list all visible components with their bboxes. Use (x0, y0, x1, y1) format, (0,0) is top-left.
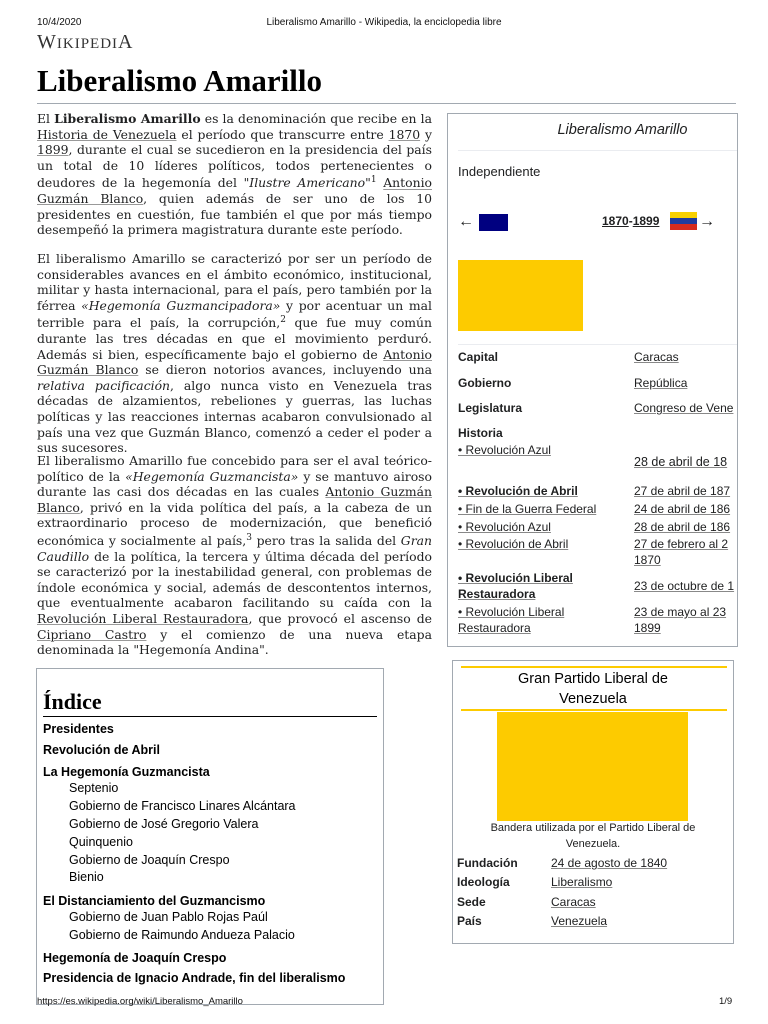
party-label-pais: País (457, 914, 482, 928)
toc-item[interactable]: Bienio (69, 870, 104, 884)
infobox-status: Independiente (458, 164, 541, 179)
infobox-divider (458, 344, 737, 345)
title-underline (37, 103, 736, 104)
history-date[interactable]: 28 de abril de 186 (634, 520, 731, 534)
history-event[interactable]: • Revolución Liberal Restauradora (458, 571, 573, 601)
history-event[interactable]: • Revolución Liberal Restauradora (458, 605, 565, 635)
party-value-ideologia[interactable]: Liberalismo (551, 875, 613, 889)
print-page-number: 1/9 (719, 996, 733, 1007)
toc-item[interactable]: Gobierno de José Gregorio Valera (69, 817, 259, 831)
row-value-gobierno[interactable]: República (634, 376, 688, 390)
history-date[interactable]: 23 de octubre de 1 (634, 579, 735, 593)
party-label-sede: Sede (457, 895, 486, 909)
infobox-years: 1870-1899 (602, 214, 660, 228)
toc-item[interactable]: Presidentes (43, 722, 114, 736)
toc-title: Índice (43, 689, 102, 714)
next-state-flag[interactable] (670, 212, 697, 230)
toc-item[interactable]: La Hegemonía Guzmancista (43, 765, 210, 779)
article-link[interactable]: 1870 (388, 126, 421, 142)
party-title-topline (461, 666, 727, 668)
history-date[interactable]: 27 de abril de 187 (634, 484, 731, 498)
history-event[interactable]: • Revolución Azul (458, 520, 551, 534)
article-link[interactable]: Revolución Liberal Restauradora (37, 611, 249, 627)
article-link[interactable]: Antonio Guzmán Blanco (37, 346, 432, 378)
body-text: de la política, la tercera y última década del período se caracterizó por la inestabilidad general, con problemas de índole económica y social, además de descontentos internos, que eventualmente acabaron facilitando su caída con la (37, 548, 432, 611)
body-text: El liberalismo Amarillo se caracterizó por ser un período de considerables avances en el ámbito económico, institucional, militar y hasta internacional, para el país, pero también por la férrea (37, 251, 432, 313)
italic-text: «Hegemonía Guzmancista» (125, 468, 299, 484)
body-text: El liberalismo Amarillo fue concebido para ser el aval teórico-político de la (37, 453, 432, 484)
body-text: pero tras la salida del (251, 533, 401, 549)
body-text: y se mantuvo airoso durante las casi dos décadas en las cuales (37, 468, 432, 500)
italic-text: «Hegemonía Guzmancipadora» (81, 297, 281, 313)
party-value-fundacion[interactable]: 24 de agosto de 1840 (551, 856, 668, 870)
history-event[interactable]: • Fin de la Guerra Federal (458, 502, 597, 516)
row-label-capital: Capital (458, 350, 499, 364)
body-text: , algo nunca visto en Venezuela tras décadas de alzamientos, rebeliones y guerras, las luchas políticas y las reacciones internas acabaron convulsionado al país una vez que Guzmán Blanco, comenzó a ceder el poder a sus sucesores. (37, 377, 432, 456)
row-label-historia: Historia (458, 426, 503, 440)
body-text: , que provocó el ascenso de (248, 611, 432, 627)
print-page-title: Liberalismo Amarillo - Wikipedia, la enciclopedia libre (266, 17, 502, 28)
reference-marker[interactable]: 3 (246, 532, 252, 543)
table-of-contents (36, 668, 384, 1005)
year-end-link[interactable]: 1899 (632, 214, 660, 228)
row-label-gobierno: Gobierno (458, 376, 512, 390)
party-label-ideologia: Ideología (457, 875, 510, 889)
toc-item[interactable]: Septenio (69, 781, 119, 795)
article-link[interactable]: Historia de Venezuela (37, 126, 177, 142)
toc-item[interactable]: Gobierno de Raimundo Andueza Palacio (69, 928, 295, 942)
body-text: , durante el cual se sucedieron en la presidencia del país un total de 10 líderes políticos, todos pertenecientes o deudores de la hegemonía del (37, 142, 432, 191)
article-link[interactable]: 1899 (37, 142, 69, 158)
italic-text: Gran Caudillo (37, 533, 432, 564)
party-value-pais[interactable]: Venezuela (551, 914, 608, 928)
body-text: , privó en la vida política del país, a la cabeza de un extraordinario proceso de modernización, que benefició económica y socialmente al país, (37, 499, 432, 549)
history-date[interactable]: 24 de abril de 186 (634, 502, 731, 516)
italic-text: "Ilustre Americano" (243, 175, 371, 191)
party-flag-caption: Bandera utilizada por el Partido Liberal de Venezuela. (490, 822, 696, 850)
row-value-legislatura[interactable]: Congreso de Vene (634, 401, 734, 415)
row-label-legislatura: Legislatura (458, 401, 523, 415)
toc-item[interactable]: Gobierno de Joaquín Crespo (69, 853, 230, 867)
print-url: https://es.wikipedia.org/wiki/Liberalismo_Amarillo (37, 996, 243, 1007)
history-event[interactable]: • Revolución Azul (458, 443, 551, 457)
history-event[interactable]: • Revolución de Abril (458, 484, 578, 498)
prev-state-arrow-icon[interactable]: ← (458, 213, 474, 230)
article-title: Liberalismo Amarillo (37, 63, 323, 98)
body-text: y (420, 126, 432, 142)
article-link[interactable]: Antonio Guzmán Blanco (37, 484, 432, 515)
party-label-fundacion: Fundación (457, 856, 518, 870)
history-date[interactable]: 28 de abril de 18 (634, 455, 728, 469)
reference-marker[interactable]: 1 (370, 175, 377, 186)
toc-divider (43, 716, 377, 717)
history-date[interactable]: 27 de febrero al 2 (634, 537, 729, 551)
body-text: el período que transcurre entre (176, 126, 389, 142)
bold-term: Liberalismo Amarillo (54, 111, 201, 126)
body-text: , quien además de ser uno de los 10 presidentes en cuestión, fue también el que por más tiempo desempeñó la primera magistratura durante este período. (37, 191, 432, 238)
party-flag[interactable] (497, 712, 688, 821)
wikipedia-logo[interactable]: WIKIPEDIA (37, 31, 134, 53)
paragraph-1 (37, 111, 432, 238)
year-start-link[interactable]: 1870 (602, 214, 629, 228)
paragraph-3 (37, 453, 432, 658)
toc-item[interactable]: Quinquenio (69, 835, 133, 849)
party-title: Gran Partido Liberal de Venezuela (518, 671, 668, 707)
toc-item[interactable]: Gobierno de Francisco Linares Alcántara (69, 799, 296, 813)
next-state-arrow-icon[interactable]: → (699, 213, 715, 230)
prev-state-flag[interactable] (479, 214, 508, 231)
article-link[interactable]: Antonio Guzmán Blanco (37, 175, 433, 207)
paragraph-2 (37, 251, 432, 456)
toc-item[interactable]: El Distanciamiento del Guzmancismo (43, 894, 266, 908)
toc-item[interactable]: Revolución de Abril (43, 743, 160, 757)
history-date[interactable]: 23 de mayo al 23 1899 (634, 605, 727, 635)
body-text: y por acentuar un mal terrible para el país, la corrupción, (37, 297, 432, 331)
body-text: es la denominación que recibe en la (200, 111, 432, 126)
body-text: El (37, 111, 55, 126)
toc-item[interactable]: Hegemonía de Joaquín Crespo (43, 951, 227, 965)
body-text: que fue muy común durante las tres décadas en que el movimiento perduró. Además si bien, específicamente bajo el gobierno de (37, 315, 432, 362)
party-value-sede[interactable]: Caracas (551, 895, 596, 909)
italic-text: relativa pacificación (37, 377, 171, 393)
toc-item[interactable]: Gobierno de Juan Pablo Rojas Paúl (69, 910, 268, 924)
history-event[interactable]: • Revolución de Abril (458, 537, 569, 551)
party-title-bottomline (461, 709, 727, 711)
print-date: 10/4/2020 (37, 17, 82, 28)
infobox-divider (458, 150, 737, 151)
infobox-caption: Liberalismo Amarillo (557, 122, 688, 138)
body-text: y el comienzo de una nueva etapa denominada la "Hegemonía Andina". (37, 626, 432, 658)
state-flag (458, 260, 583, 331)
article-link[interactable]: Cipriano Castro (37, 626, 147, 642)
body-text: se dieron notorios avances, incluyendo una (138, 362, 432, 378)
infobox-liberalismo (447, 113, 738, 647)
reference-marker[interactable]: 2 (280, 315, 286, 326)
toc-item[interactable]: Presidencia de Ignacio Andrade, fin del liberalismo (43, 971, 346, 985)
infobox-party (452, 660, 734, 944)
history-date[interactable]: 1870 (634, 553, 661, 567)
row-value-capital[interactable]: Caracas (634, 350, 679, 364)
